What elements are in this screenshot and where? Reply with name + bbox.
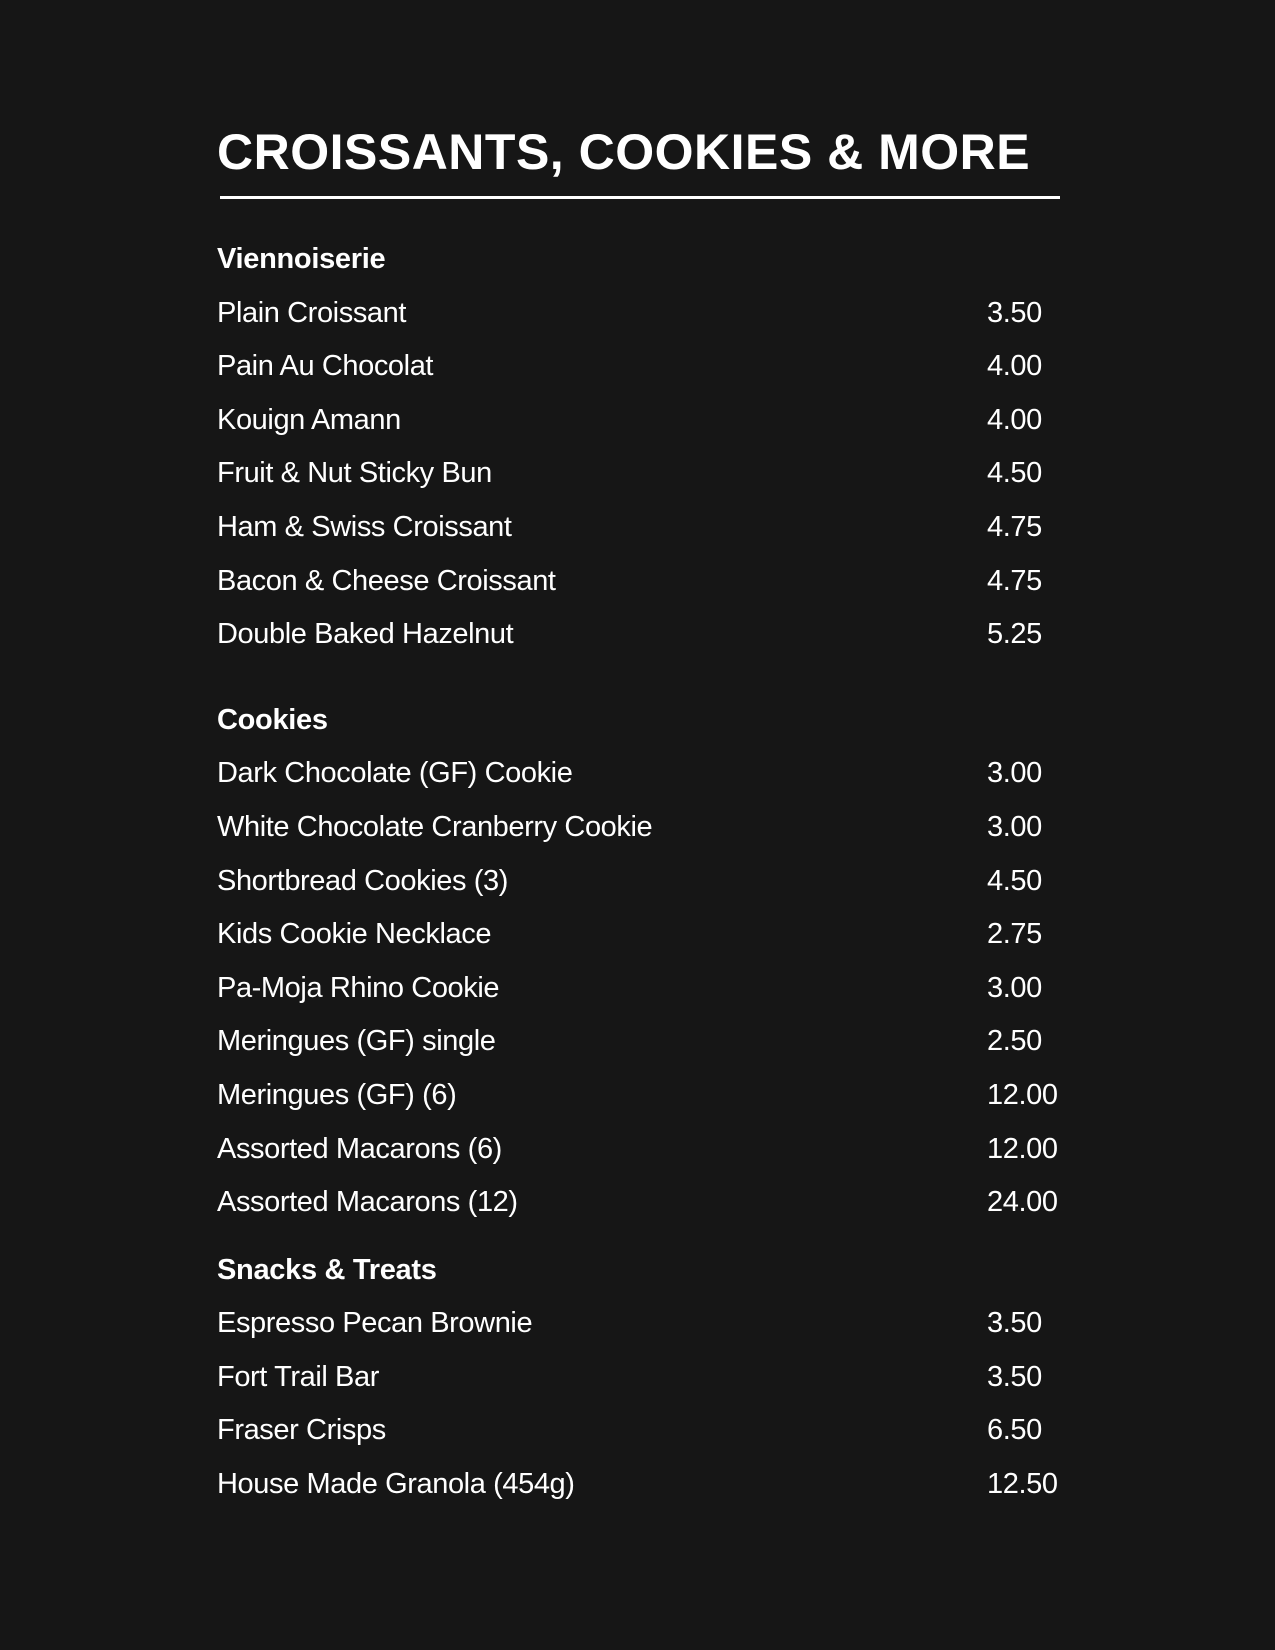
item-price: 3.50 [987,1360,1042,1393]
menu-title: CROISSANTS, COOKIES & MORE [217,124,1031,180]
item-name: Bacon & Cheese Croissant [217,564,556,597]
item-price: 3.00 [987,810,1042,843]
item-price: 4.00 [987,403,1042,436]
item-name: Meringues (GF) (6) [217,1078,457,1111]
item-price: 4.75 [987,510,1042,543]
section-heading: Cookies [217,703,328,736]
menu-item [217,747,1059,801]
item-name: Pain Au Chocolat [217,350,434,383]
item-price: 2.50 [987,1025,1042,1058]
section-heading: Viennoiserie [217,243,386,275]
item-price: 3.00 [987,757,1042,790]
menu-item [217,1123,1059,1177]
menu-item [217,501,1059,555]
section-heading: Snacks & Treats [217,1253,437,1286]
item-name: Kids Cookie Necklace [217,918,492,951]
item-price: 4.50 [987,864,1042,897]
menu-item [217,1069,1059,1123]
menu-item [217,1297,1059,1351]
menu-item [217,1404,1059,1458]
menu-item [217,394,1059,448]
item-name: Meringues (GF) single [217,1025,496,1058]
item-name: Pa-Moja Rhino Cookie [217,971,500,1004]
menu-item [217,1351,1059,1405]
item-name: Fruit & Nut Sticky Bun [217,457,492,490]
item-price: 4.50 [987,457,1042,490]
item-price: 12.00 [987,1078,1058,1111]
item-price: 3.50 [987,296,1042,329]
item-name: Plain Croissant [217,296,407,329]
section-cookies [217,694,1059,1230]
item-price: 12.50 [987,1468,1058,1501]
item-name: Fraser Crisps [217,1414,386,1447]
item-price: 5.25 [987,618,1042,651]
menu-item [217,555,1059,609]
item-name: White Chocolate Cranberry Cookie [217,810,653,843]
menu-item [217,608,1059,662]
item-price: 4.00 [987,350,1042,383]
item-name: Dark Chocolate (GF) Cookie [217,757,573,790]
item-name: Fort Trail Bar [217,1360,379,1393]
menu-item [217,1015,1059,1069]
section-viennoiserie [217,233,1059,662]
title-divider [220,196,1060,199]
item-price: 4.75 [987,564,1042,597]
menu-page [217,118,1059,1512]
section-snacks-treats [217,1244,1059,1512]
item-name: Shortbread Cookies (3) [217,864,509,897]
item-name: Espresso Pecan Brownie [217,1307,533,1340]
menu-item [217,801,1059,855]
menu-item [217,447,1059,501]
item-name: Ham & Swiss Croissant [217,510,512,543]
item-name: Assorted Macarons (6) [217,1132,502,1165]
menu-item [217,340,1059,394]
item-price: 6.50 [987,1414,1042,1447]
menu-item [217,287,1059,341]
item-price: 12.00 [987,1132,1058,1165]
item-name: House Made Granola (454g) [217,1468,575,1501]
menu-item [217,1458,1059,1512]
item-price: 24.00 [987,1186,1058,1219]
menu-item [217,908,1059,962]
menu-item [217,855,1059,909]
item-price: 3.00 [987,971,1042,1004]
item-name: Double Baked Hazelnut [217,618,514,651]
item-price: 3.50 [987,1307,1042,1340]
item-name: Assorted Macarons (12) [217,1186,518,1219]
item-name: Kouign Amann [217,403,401,436]
menu-item [217,962,1059,1016]
menu-item [217,1176,1059,1230]
item-price: 2.75 [987,918,1042,951]
